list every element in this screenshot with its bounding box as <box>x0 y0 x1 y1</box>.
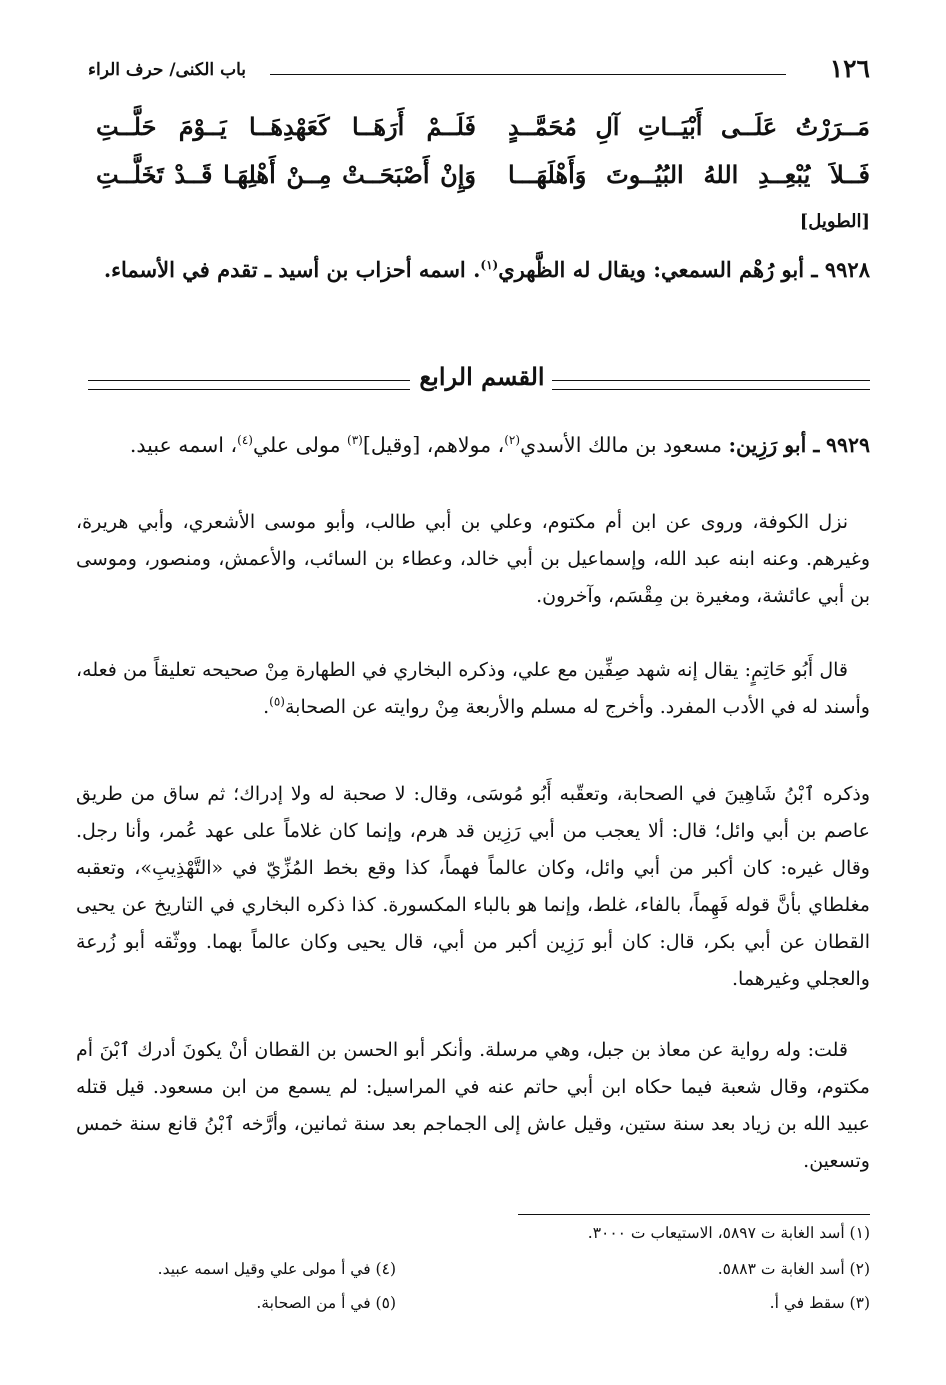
poem <box>88 112 870 208</box>
entry-name: أبو رُهْم السمعي: <box>653 257 805 282</box>
section-title: القسم الرابع <box>419 362 545 391</box>
chapter-title: باب الكنى/ حرف الراء <box>88 60 246 80</box>
paragraph-abu-hatim <box>76 652 870 726</box>
section-divider <box>88 362 870 402</box>
footnote-5: (٥) في أ من الصحابة. <box>256 1294 396 1312</box>
entry-text: مولى علي <box>252 433 348 457</box>
poem-verse <box>88 112 870 160</box>
footnote-2: (٢) أسد الغابة ت ٥٨٨٣. <box>717 1260 870 1278</box>
entry-text: . اسمه أحزاب بن أسيد ـ تقدم في الأسماء. <box>103 257 481 282</box>
running-header <box>88 54 870 90</box>
footnote-4: (٤) في أ مولى علي وقيل اسمه عبيد. <box>157 1260 396 1278</box>
verse-first-hemistich: فَــلاَ يُبْعِــدِ اللهُ البُيُــوتَ وَأَهْلَهَـــا <box>508 160 870 189</box>
paragraph-qultu: قلت: وله رواية عن معاذ بن جبل، وهي مرسلة. وأنكر أبو الحسن بن القطان أنْ يكونَ أدرك ٱبْنَ أم مكتوم، وقال شعبة فيما حكاه ابن أبي حاتم عنه في المراسيل: لم يسمع من ابن مسعود. قيل قتله عبيد الله بن زياد بعد سنة ستين، وقيل عاش إلى الجماجم بعد سنة ثمانين، وأرَّخه ٱبْنُ قانع سنة خمس وتسعين. <box>76 1039 870 1172</box>
double-rule <box>552 380 870 390</box>
verse-second-hemistich: فَلَــمْ أَرَهَــا كَعَهْدِهَــا يَــوْمَ حَلَّــتِ <box>96 112 476 141</box>
entry-text: ، مولاهم، [وقيل] <box>362 433 505 457</box>
entry-number: ٩٩٢٨ <box>824 257 870 282</box>
poem-meter: [الطويل] <box>799 211 870 232</box>
entry-9928: ٩٩٢٨ ـ أبو رُهْم السمعي: ويقال له الظَّهري$^{(١)}$. اسمه أحزاب بن أسيد ـ تقدم في الأسماء. <box>103 257 870 282</box>
paragraph-narrators: نزل الكوفة، وروى عن ابن أم مكتوم، وعلي بن أبي طالب، وأبو موسى الأشعري، وأبي هريرة، وغيرهم. وعنه ابنه عبد الله، وإسماعيل بن أبي خالد، وعطاء بن السائب، والأعمش، ومنصور، وموسى بن أبي عائشة، ومغيرة بن مِقْسَم، وآخرون. <box>76 511 870 607</box>
footnote-ref: (١) <box>480 258 499 272</box>
footnote-ref: (٢) <box>504 433 521 448</box>
paragraph-text: قال أَبُو حَاتِمٍ: يقال إنه شهد صِفِّين مع علي، وذكره البخاري في الطهارة مِنْ صحيحه تعليقاً من فعله، وأسند له في الأدب المفرد. وأخرج له مسلم والأربعة مِنْ روايته عن الصحابة <box>76 659 870 718</box>
entry-9929: ٩٩٢٩ ـ أبو رَزِين: مسعود بن مالك الأسدي$^{(٢)}$، مولاهم، [وقيل]$^{(٣)}$ مولى علي$^{(٤)}$، اسمه عبيد. <box>129 433 870 457</box>
footnote-3: (٣) سقط في أ. <box>769 1294 870 1312</box>
entry-text: مسعود بن مالك الأسدي <box>520 433 722 457</box>
header-rule <box>270 74 786 75</box>
paragraph-ibn-shahin: وذكره ٱبْنُ شَاهِينَ في الصحابة، وتعقّبه أَبُو مُوسَى، وقال: لا صحبة له ولا إدراك؛ ثم ساق من طريق عاصم بن أبي وائل؛ قال: ألا يعجب من أبي رَزِين قد هرم، وإنما كان غلاماً على عهد عُمر، وأنا رجل. وقال غيره: كان أكبر من أبي وائل، وكان عالماً فهماً، كذا وقع بخط المُزِّيّ في «التَّهْذِيبِ»، وتعقبه مغلطاي بأنَّ قوله فَهِماً، بالفاء، غلط، وإنما هو بالباء المكسورة. كذا ذكره البخاري في التاريخ عن يحيى القطان عن أبي بكر، قال: كان أبو رَزِين أكبر من أبي، قال يحيى وكان عالماً بهما. ووثّقه أبو زُرعة والعجلي وغيرهما. <box>76 783 870 990</box>
footnote-ref: (٤) <box>237 433 253 448</box>
footnote-ref: (٣) <box>347 433 363 448</box>
page-number: ١٢٦ <box>829 54 870 83</box>
entry-text: ويقال له الظَّهري <box>498 257 646 282</box>
verse-first-hemistich: مَــرَرْتُ عَلَــى أَبْيَــاتِ آلِ مُحَمَّــدٍ <box>508 112 870 141</box>
poem-verse <box>88 160 870 208</box>
verse-second-hemistich: وَإِنْ أَصْبَحَــتْ مِــنْ أَهْلِهَـا قَــدْ تَخَلَّــتِ <box>96 160 476 189</box>
entry-text: ، اسمه عبيد. <box>129 433 238 457</box>
footnote-ref: (٥) <box>269 694 285 709</box>
paragraph-text: . <box>263 696 270 718</box>
entry-number: ٩٩٢٩ <box>825 433 870 457</box>
entry-name: أبو رَزِين: <box>728 433 807 457</box>
footnote-1: (١) أسد الغابة ت ٥٨٩٧، الاستيعاب ت ٣٠٠٠. <box>587 1224 870 1242</box>
double-rule <box>88 380 410 390</box>
footnote-separator <box>518 1214 870 1215</box>
